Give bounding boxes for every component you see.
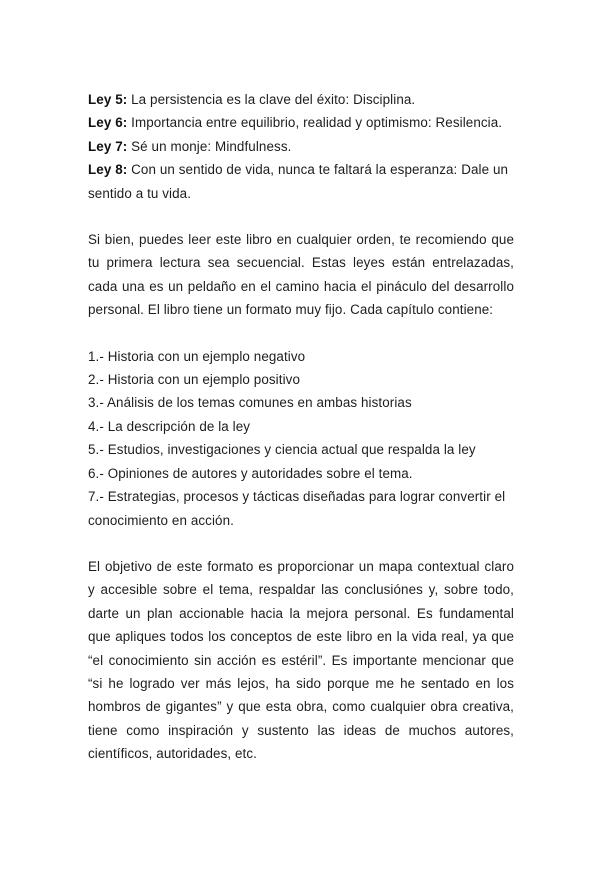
paragraph-spacer xyxy=(88,205,514,228)
chapter-structure-list xyxy=(88,345,514,532)
laws-list xyxy=(88,88,514,205)
list-item: 6.- Opiniones de autores y autoridades sobre el tema. xyxy=(88,465,413,481)
intro-paragraph: Si bien, puedes leer este libro en cualquier orden, te recomiendo que tu primera lectura sea secuencial. Estas leyes están entrelazadas, cada una es un peldaño en el camino hacia el pináculo del desarrollo personal. El libro tiene un formato muy fijo. Cada capítulo contiene: xyxy=(88,232,514,318)
paragraph-spacer xyxy=(88,532,514,555)
law-6 xyxy=(88,111,514,134)
law-8 xyxy=(88,158,514,205)
list-item: 4.- La descripción de la ley xyxy=(88,418,251,434)
law-7 xyxy=(88,135,514,158)
list-item: 2.- Historia con un ejemplo positivo xyxy=(88,372,300,388)
closing-paragraph: El objetivo de este formato es proporcionar un mapa contextual claro y accesible sobre el tema, respaldar las conclusiónes y, sobre todo, darte un plan accionable hacia la mejora personal. Es fundamental que apliques todos los conceptos de este libro en la vida real, ya que “el conocimiento sin acción es estéril”. Es importante mencionar que “si he logrado ver más lejos, ha sido porque me he sentado en los hombros de gigantes” y que esta obra, como cualquier obra creativa, tiene como inspiración y sustento las ideas de muchos autores, científicos, autoridades, etc. xyxy=(88,558,514,762)
list-item: 3.- Análisis de los temas comunes en ambas historias xyxy=(88,395,412,411)
law-text: Con un sentido de vida, nunca te faltará la esperanza: Dale un sentido a tu vida. xyxy=(88,162,509,201)
page-content xyxy=(88,88,514,766)
law-text: La persistencia es la clave del éxito: Disciplina. xyxy=(127,92,416,107)
law-label: Ley 5: xyxy=(88,92,128,107)
law-label: Ley 8: xyxy=(88,162,128,178)
list-item: 1.- Historia con un ejemplo negativo xyxy=(88,348,306,364)
law-label: Ley 7: xyxy=(88,138,128,154)
law-text: Sé un monje: Mindfulness. xyxy=(127,138,292,154)
law-label: Ley 6: xyxy=(88,115,128,131)
list-item: 7.- Estrategias, procesos y tácticas diseñadas para lograr convertir el conocimiento en acción. xyxy=(88,489,506,528)
list-item: 5.- Estudios, investigaciones y ciencia actual que respalda la ley xyxy=(88,442,476,458)
law-5 xyxy=(88,88,514,111)
law-text: Importancia entre equilibrio, realidad y optimismo: Resilencia. xyxy=(127,115,503,131)
paragraph-spacer xyxy=(88,322,514,345)
